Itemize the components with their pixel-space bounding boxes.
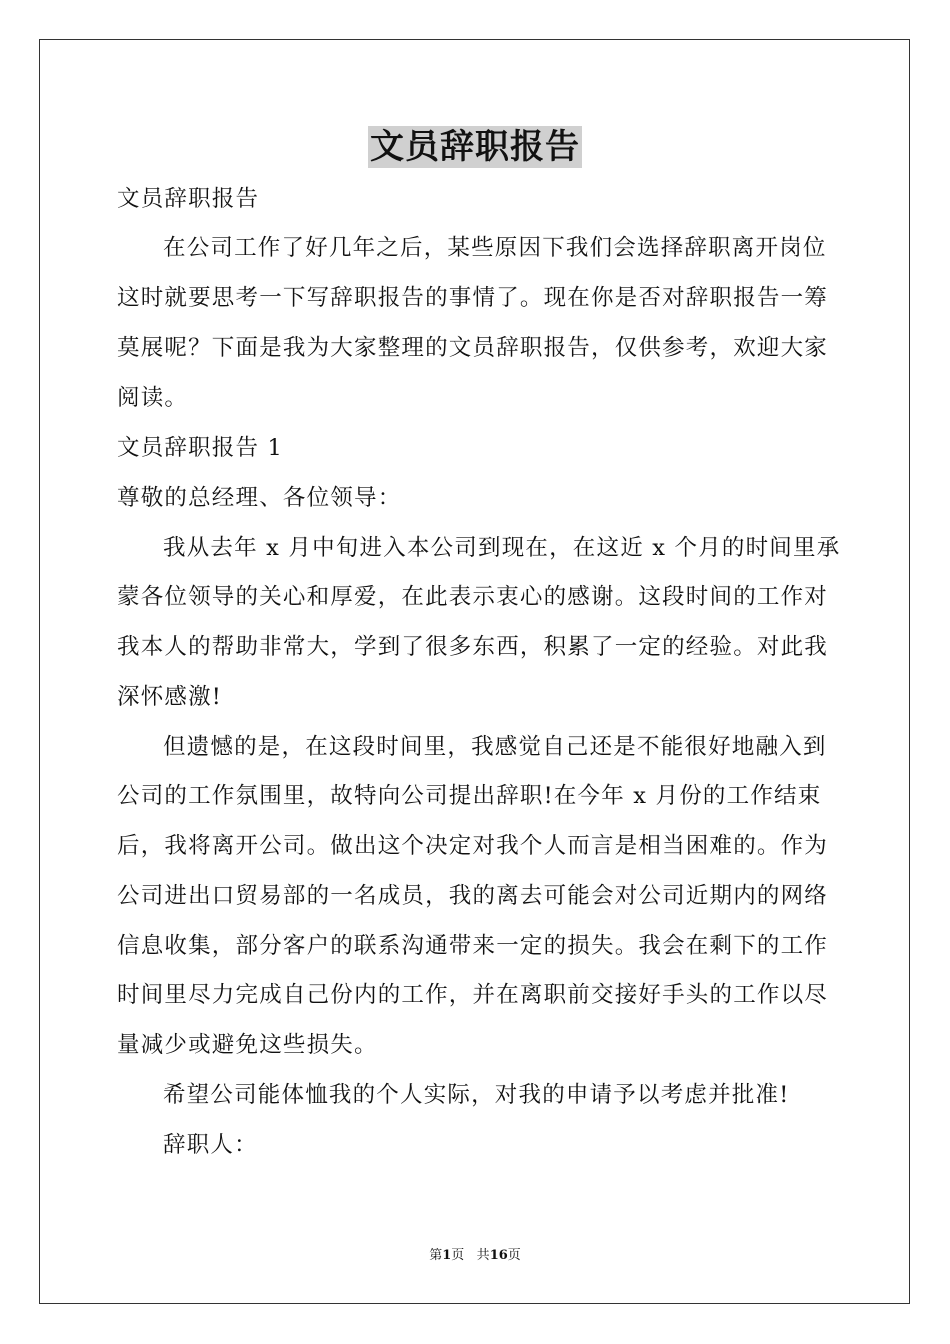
page-footer: [0, 1248, 950, 1264]
signature-label: 辞职人：: [163, 1132, 258, 1158]
paragraph-line: 公司进出口贸易部的一名成员，我的离去可能会对公司近期内的网络: [117, 883, 829, 909]
paragraph-line: 公司的工作氛围里，故特向公司提出辞职!在今年 x 月份的工作结束: [117, 783, 822, 809]
paragraph-line: 时间里尽力完成自己份内的工作，并在离职前交接好手头的工作以尽: [117, 982, 829, 1008]
paragraph-line: 深怀感激!: [117, 684, 223, 710]
footer-total-pages: 16: [489, 1248, 508, 1263]
footer-total-prefix: 共: [476, 1248, 490, 1263]
title-container: [0, 126, 950, 168]
page-border: [39, 39, 910, 1304]
paragraph-line: 希望公司能体恤我的个人实际，对我的申请予以考虑并批准!: [163, 1082, 790, 1108]
footer-page-number: 1: [442, 1248, 452, 1263]
paragraph-line: 但遗憾的是，在这段时间里，我感觉自己还是不能很好地融入到: [163, 734, 827, 760]
footer-total-suffix: 页: [507, 1248, 521, 1263]
footer-page-suffix: 页: [451, 1248, 465, 1263]
footer-page-prefix: 第: [429, 1248, 443, 1263]
salutation: 尊敬的总经理、各位领导：: [117, 485, 402, 511]
paragraph-line: 后，我将离开公司。做出这个决定对我个人而言是相当困难的。作为: [117, 833, 829, 859]
subtitle: 文员辞职报告: [117, 186, 260, 212]
paragraph-line: 信息收集，部分客户的联系沟通带来一定的损失。我会在剩下的工作: [117, 933, 829, 959]
paragraph-line: 量减少或避免这些损失。: [117, 1032, 378, 1058]
paragraph-line: 我从去年 x 月中旬进入本公司到现在，在这近 x 个月的时间里承: [163, 535, 841, 561]
paragraph-line: 这时就要思考一下写辞职报告的事情了。现在你是否对辞职报告一筹: [117, 285, 829, 311]
paragraph-line: 蒙各位领导的关心和厚爱，在此表示衷心的感谢。这段时间的工作对: [117, 584, 829, 610]
section-heading: 文员辞职报告 1: [117, 435, 284, 461]
paragraph-line: 我本人的帮助非常大，学到了很多东西，积累了一定的经验。对此我: [117, 634, 829, 660]
paragraph-line: 莫展呢？下面是我为大家整理的文员辞职报告，仅供参考，欢迎大家: [117, 335, 829, 361]
document-title: 文员辞职报告: [370, 127, 580, 167]
paragraph-line: 阅读。: [117, 385, 189, 411]
paragraph-line: 在公司工作了好几年之后，某些原因下我们会选择辞职离开岗位: [163, 235, 827, 261]
